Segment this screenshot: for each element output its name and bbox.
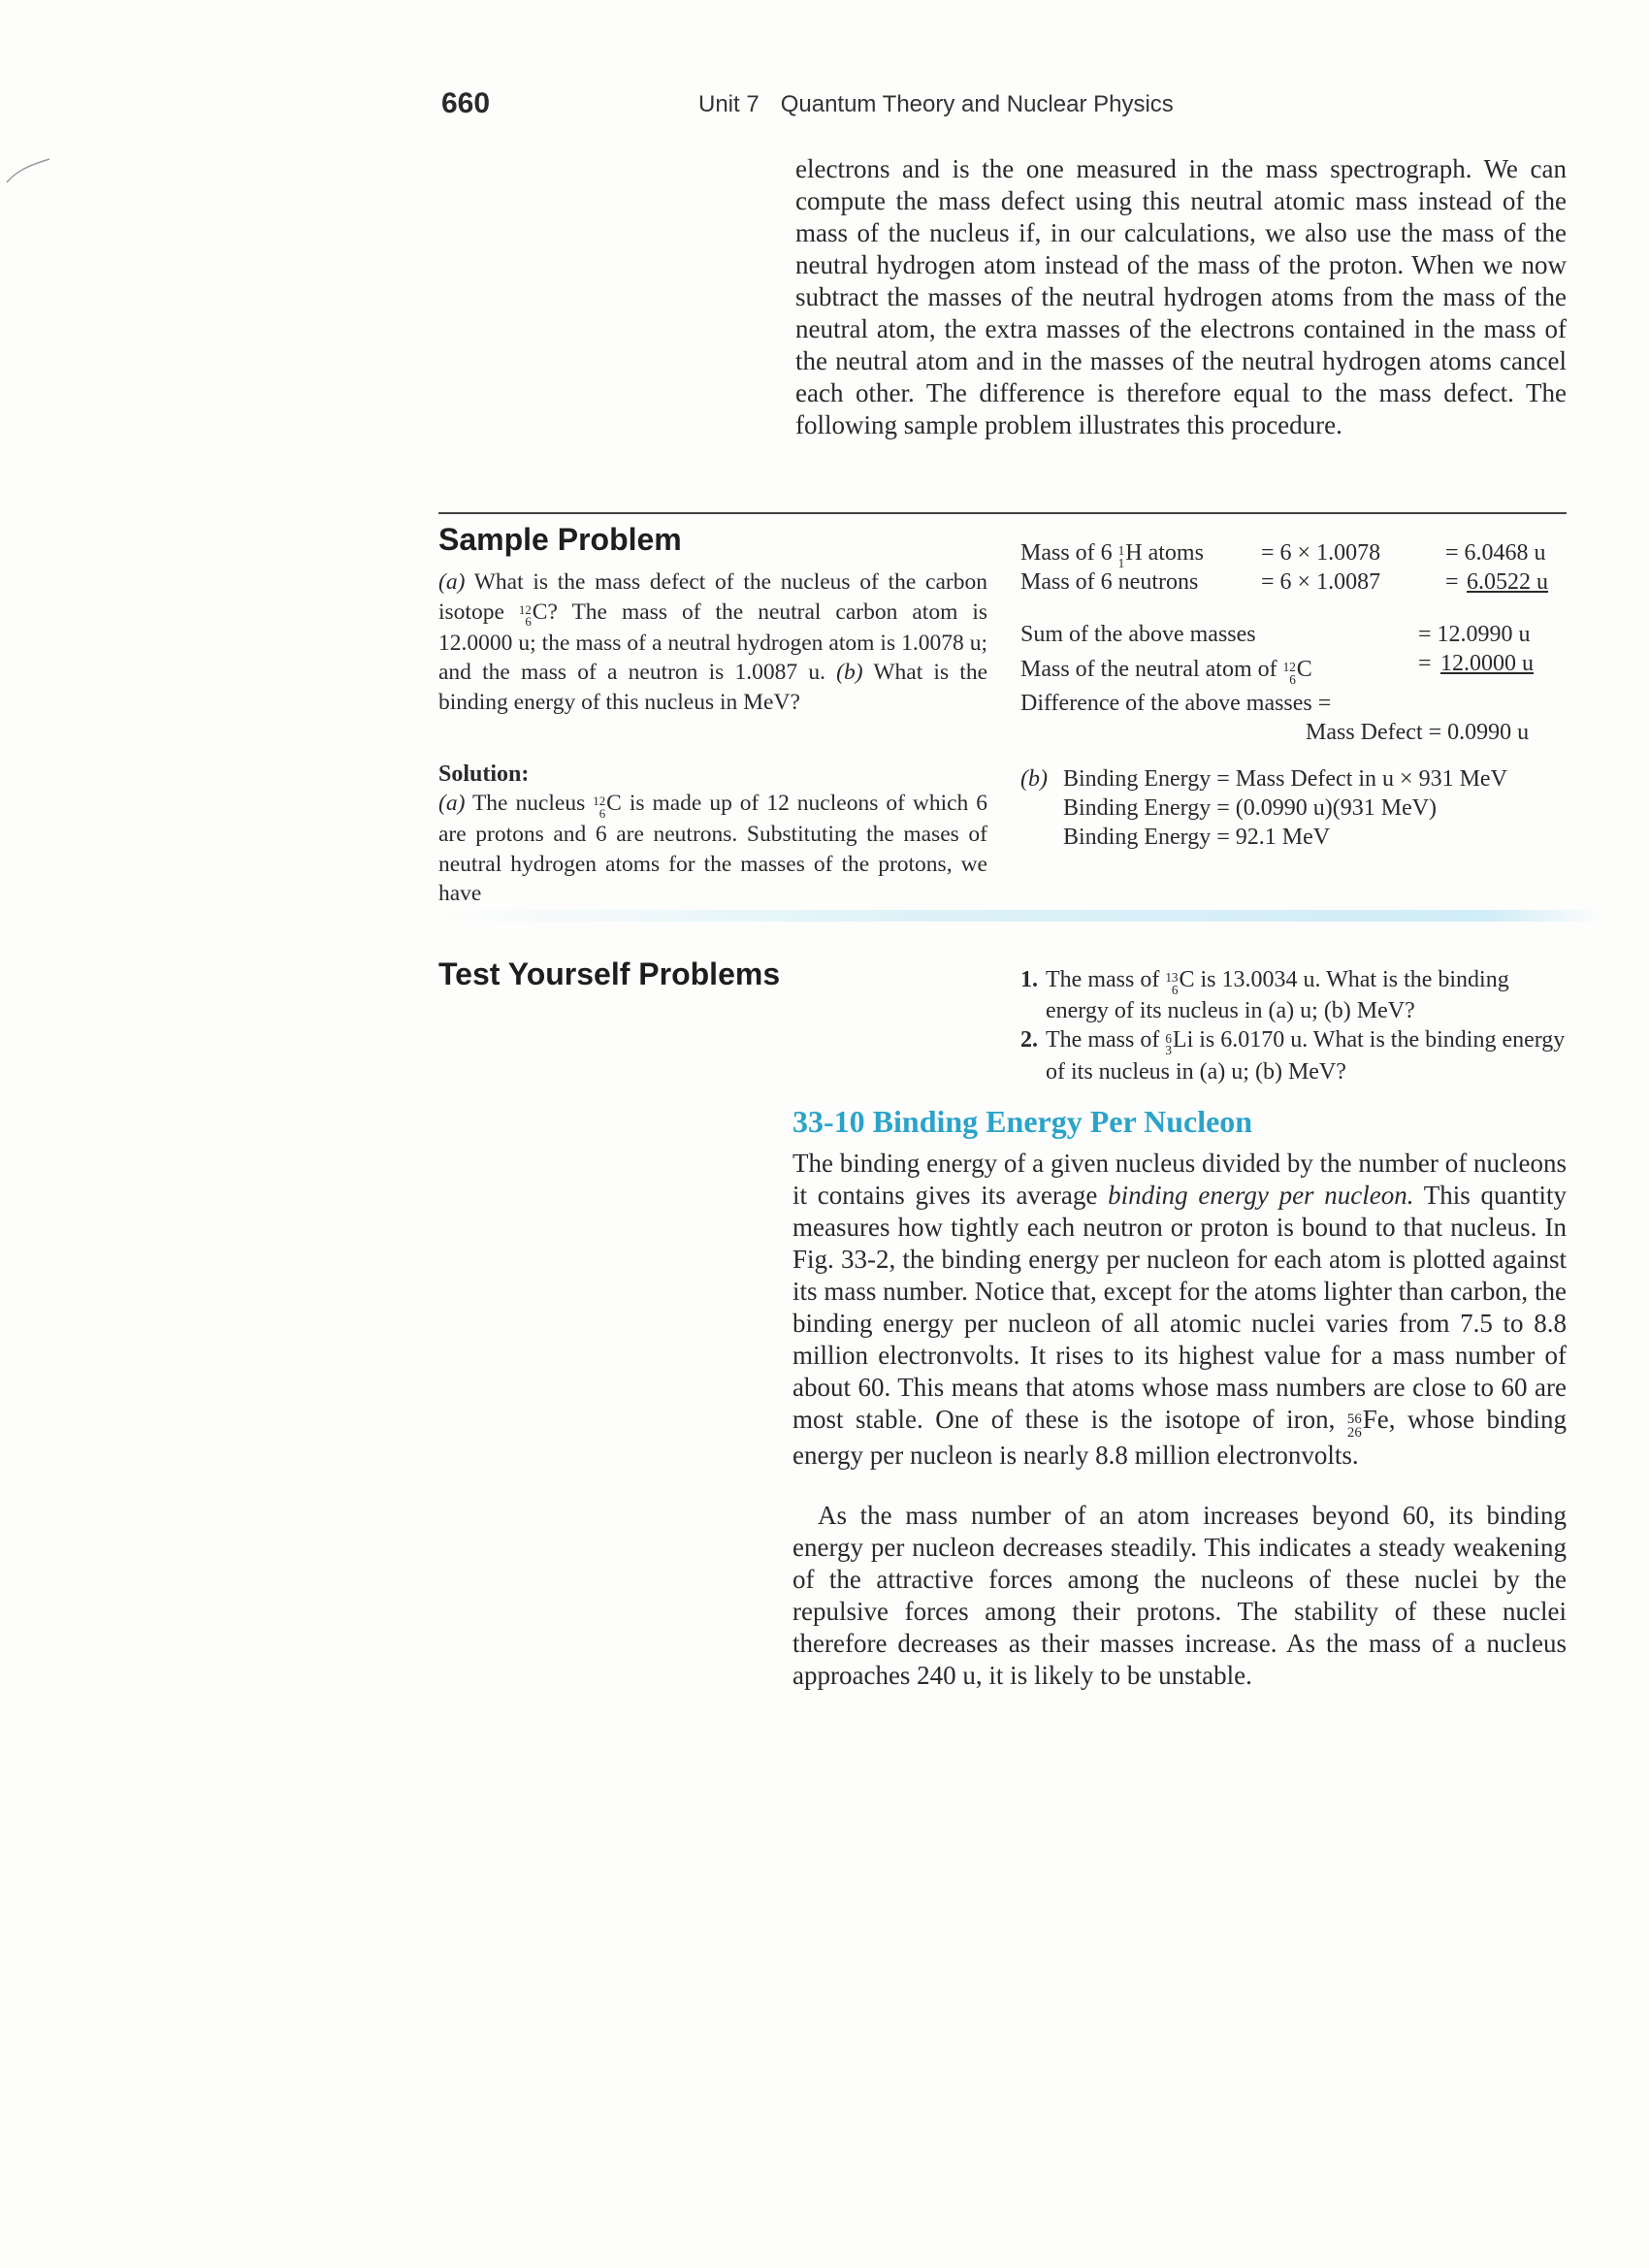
calc-row-2-expr: = 6 × 1.0087: [1261, 569, 1381, 595]
isotope-symbol: C: [532, 599, 548, 625]
question-text-3: What is the binding energy of this nucleus in MeV?: [438, 660, 988, 715]
calc-row-4-eq: =: [1418, 651, 1432, 676]
binding-energy-line-2: Binding Energy = (0.0990 u)(931 MeV): [1063, 795, 1438, 821]
scan-pen-mark: [5, 155, 51, 184]
isotope-notation: 12 6: [593, 794, 606, 821]
calc-row-4-result: 12.0000 u: [1440, 651, 1534, 676]
unit-label: Unit 7: [698, 91, 760, 117]
p1-text-1: The binding energy of a given nucleus divided by the number of nucleons it contains gives its average: [792, 1149, 1567, 1210]
solution-text: [438, 789, 987, 909]
list-item: [1020, 1025, 1573, 1085]
item-text-1: The mass of: [1046, 1027, 1160, 1053]
test-yourself-heading: Test Yourself Problems: [438, 956, 781, 991]
calc-row-3-result: = 12.0990 u: [1418, 622, 1531, 647]
isotope-notation: 13 6: [1165, 970, 1179, 997]
isotope-symbol: Fe,: [1362, 1405, 1396, 1434]
item-number: 1.: [1020, 967, 1038, 992]
isotope-notation: 12 6: [518, 601, 532, 630]
calc-row-2-eq: =: [1445, 569, 1459, 595]
page-number: 660: [441, 87, 491, 119]
question-text-2: ? The mass of the neutral carbon atom is 12.0000 u; the mass of a neutral hydrogen atom is 1.0078 u; and the mass of a neutron is 1.0087 u.: [438, 599, 988, 686]
item-text-2: is 13.0034 u. What is the binding energy of its nucleus in (a) u; (b) MeV?: [1046, 967, 1509, 1024]
calc-row-3-label: Sum of the above masses: [1020, 622, 1256, 647]
body-paragraph-2: As the mass number of an atom increases beyond 60, its binding energy per nucleon decreases steadily. This indicates a steady weakening of the attractive forces among the nucleons of these nuclei by the repulsive forces among their protons. The stability of these nuclei therefore decreases as their masses increase. As the mass of a nucleus approaches 240 u, it is likely to be unstable.: [792, 1501, 1567, 1690]
list-item: [1020, 965, 1573, 1025]
p1-text-3: whose binding energy per nucleon is nearly 8.8 million electronvolts.: [792, 1405, 1567, 1470]
item-number: 2.: [1020, 1027, 1038, 1053]
test-yourself-list: [1020, 965, 1573, 1086]
solution-part-a-label: (a): [438, 791, 466, 816]
part-a-label: (a): [438, 569, 466, 595]
calc-mass-defect: Mass Defect = 0.0990 u: [1306, 720, 1530, 745]
binding-energy-line-1: Binding Energy = Mass Defect in u × 931 MeV: [1063, 766, 1507, 792]
intro-paragraph: electrons and is the one measured in the mass spectrograph. We can compute the mass defect using this neutral atomic mass instead of the mass of the nucleus if, in our calculations, we also use the mass of the neutral hydrogen atom instead of the mass of the proton. When we now subtract the masses of the neutral hydrogen atoms from the mass of the neutral atom, the extra masses of the electrons contained in the mass of the neutral atom and in the masses of the neutral hydrogen atoms cancel each other. The difference is therefore equal to the mass defect. The following sample problem illustrates this procedure.: [795, 154, 1567, 439]
solution-text-1: The nucleus: [471, 791, 586, 816]
unit-title: Quantum Theory and Nuclear Physics: [780, 91, 1174, 117]
item-text-2: is 6.0170 u. What is the binding energy of its nucleus in (a) u; (b) MeV?: [1046, 1027, 1566, 1085]
question-text-1: What is the mass defect of the nucleus of the carbon isotope: [438, 569, 987, 625]
calc-row-1-result: = 6.0468 u: [1445, 540, 1546, 566]
binding-energy-line-3: Binding Energy = 92.1 MeV: [1063, 825, 1331, 850]
calc-row-1-expr: = 6 × 1.0078: [1261, 540, 1381, 566]
solution-text-2: is made up of 12 nucleons of which 6 are protons and 6 are neutrons. Substituting the mases of neutral hydrogen atoms for the masses of the protons, we have: [438, 791, 988, 907]
sample-problem-heading: Sample Problem: [438, 522, 682, 557]
isotope-symbol: C: [1179, 967, 1195, 992]
part-b-label: (b): [836, 660, 863, 686]
calc-row-2-label: Mass of 6 neutrons: [1020, 569, 1199, 595]
sample-problem-question: [438, 567, 987, 717]
p1-italic-term: binding energy per nucleon.: [1108, 1181, 1414, 1210]
running-head: [698, 91, 1174, 118]
calc-part-b-label: (b): [1020, 766, 1048, 792]
isotope-symbol: C: [606, 791, 622, 816]
isotope-notation: 6 3: [1165, 1030, 1172, 1058]
scan-color-bleed: [438, 910, 1602, 922]
p1-text-2: This quantity measures how tightly each neutron or proton is bound to that nucleus. In Fig. 33-2, the binding energy per nucleon for each atom is plotted against its mass number. Notice that, except for the atoms lighter than carbon, the binding energy per nucleon of all atomic nuclei varies from 7.5 to 8.8 million electronvolts. It rises to its highest value for a mass number of about 60. This means that atoms whose mass numbers are close to 60 are most stable. One of these is the isotope of iron,: [792, 1181, 1568, 1434]
calculation-block: [1020, 538, 1573, 868]
calc-row-2-result: 6.0522 u: [1467, 569, 1548, 595]
body-paragraph-1: [792, 1148, 1567, 1472]
section-heading: 33-10 Binding Energy Per Nucleon: [792, 1104, 1253, 1139]
calc-row-4-label: Mass of the neutral atom of 12 6 C: [1020, 657, 1312, 687]
isotope-notation: 56 26: [1346, 1410, 1362, 1441]
calc-row-1-label: Mass of 6 1 1 H atoms: [1020, 540, 1204, 570]
calc-row-5-label: Difference of the above masses =: [1020, 691, 1332, 716]
item-text-1: The mass of: [1046, 967, 1160, 992]
solution-label: Solution:: [438, 761, 530, 787]
isotope-symbol: Li: [1172, 1027, 1194, 1053]
section-divider: [438, 512, 1567, 514]
